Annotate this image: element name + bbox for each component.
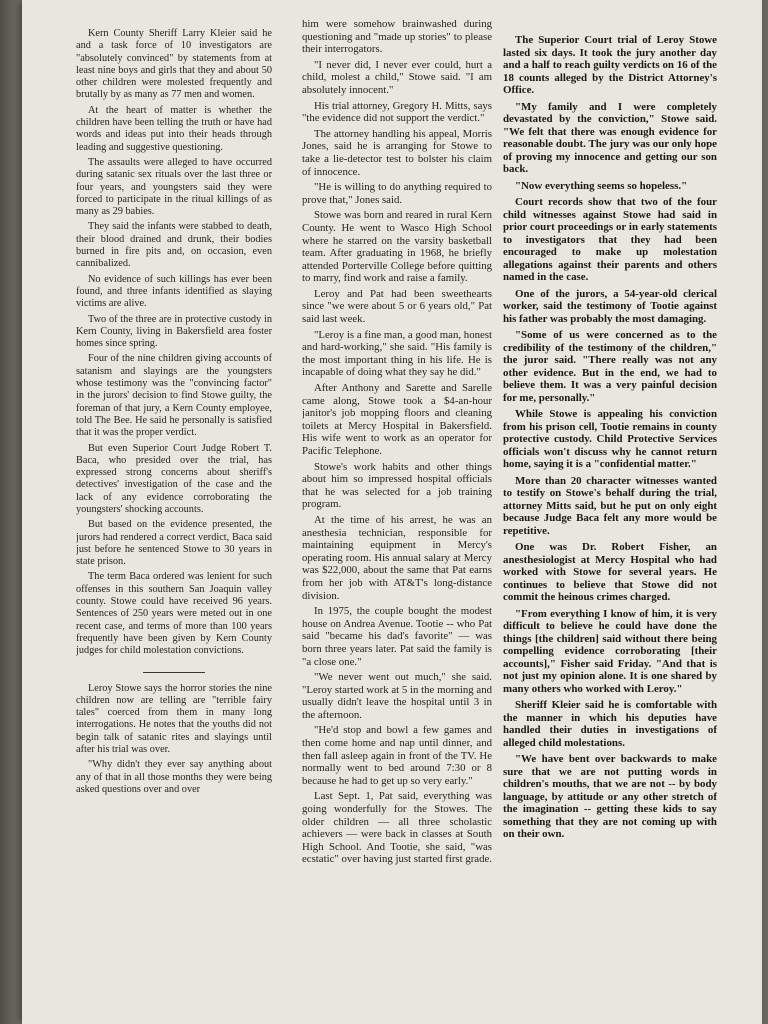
article-paragraph: At the heart of matter is whether the children have been telling the truth or have had words and ideas put into their heads through leading and suggestive questioning. [76,104,272,153]
article-paragraph: Two of the three are in protective custody in Kern County, living in Bakersfield area foster homes since spring. [76,313,272,350]
article-paragraph: But based on the evidence presented, the jurors had rendered a correct verdict, Baca said just before he sentenced Stowe to 30 years in state prison. [76,519,272,568]
article-paragraph: Stowe was born and reared in rural Kern County. He went to Wasco High School where he starred on the varsity basketball team. After graduating in 1968, he briefly attended Porterville College before quitting to marry, find work and raise a family. [302,209,492,285]
article-paragraph: "My family and I were completely devastated by the conviction," Stowe said. "We felt that there was enough evidence for reasonable doubt. The jury was our only hope of proving my innocence and getting our son back. [503,100,717,175]
article-paragraph: More than 20 character witnesses wanted to testify on Stowe's behalf during the trial, attorney Mitts said, but he put on only eight because Judge Baca felt any more would be repetitive. [503,474,717,537]
article-paragraph: Sheriff Kleier said he is comfortable with the manner in which his deputies have handled their duties in investigations of alleged child molestations. [503,699,717,749]
column-2-paragraphs [302,18,492,866]
article-paragraph: They said the infants were stabbed to death, their blood drained and drunk, their bodies burned in fire pits and, on occasion, even cannibalized. [76,221,272,270]
article-paragraph: Court records show that two of the four child witnesses against Stowe had said in prior court proceedings or in early statements to investigators that they had been encouraged to make up molestation allegations against their parents and others named in the case. [503,196,717,283]
article-column-3 [503,0,717,1024]
article-paragraph: Stowe's work habits and other things about him so impressed hospital officials that he was selected for a job training program. [302,460,492,511]
article-paragraph: Last Sept. 1, Pat said, everything was going wonderfully for the Stowes. The older children — all three scholastic achievers — were back in classes at South High School. And Tootie, she said, "was ecstatic" over having just started first grade. [302,790,492,866]
article-column-1 [76,0,272,1024]
article-column-2 [302,0,492,1024]
article-paragraph: The Superior Court trial of Leroy Stowe lasted six days. It took the jury another day and a half to reach guilty verdicts on 16 of the 18 counts alleged by the District Attorney's Office. [503,34,717,96]
article-paragraph: Four of the nine children giving accounts of satanism and slayings are the youngsters whose testimony was the "convincing factor" in the jurors' decision to find Stowe guilty, the foreman of that jury, a Kern County employee, told The Bee. He said he personally is satisfied that it was the proper verdict. [76,353,272,439]
article-paragraph: Leroy and Pat had been sweethearts since "we were about 5 or 6 years old," Pat said last week. [302,287,492,326]
article-paragraph: "He'd stop and bowl a few games and then come home and nap until dinner, and then fall asleep again in front of the TV. He normally went to bed around 7:30 or 8 because he had to get up so very early." [302,724,492,787]
article-paragraph: "He is willing to do anything required to prove that," Jones said. [302,181,492,206]
newspaper-clipping [22,0,762,1024]
article-paragraph: "We have bent over backwards to make sure that we are not putting words in children's mouths, that we are not -- by body language, by attitude or any other stretch of the imagination -- getting these kids to say something that they are not coming up with on their own. [503,753,717,840]
article-paragraph: After Anthony and Sarette and Sarelle came along, Stowe took a $4-an-hour janitor's job mopping floors and cleaning toilets at Mercy Hospital in Bakersfield. His wife went to work as an operator for Pacific Telephone. [302,382,492,457]
article-paragraph: No evidence of such killings has ever been found, and three infants identified as slaying victims are alive. [76,273,272,310]
article-paragraph: "Why didn't they ever say anything about any of that in all those months they were being asked questions over and over [76,759,272,795]
article-paragraph: At the time of his arrest, he was an anesthesia technician, responsible for maintaining equipment in Mercy's operating room. His annual salary at Mercy was $22,000, about the same that Pat earns from her job with AT&T's long-distance division. [302,513,492,602]
article-paragraph: "From everything I know of him, it is very difficult to believe he could have done the things [the children] said without there being compelling evidence corroborating [their accounts]," Fisher said Friday. "And that is not just my opinion alone. It is one shared by many others who worked with Leroy." [503,607,717,695]
article-paragraph: "Now everything seems so hopeless." [515,179,688,192]
article-paragraph: While Stowe is appealing his conviction from his prison cell, Tootie remains in county protective custody. Child Protective Services officials won't discuss why he cannot return home, saying it is a "confidential matter." [503,408,717,470]
section-divider [143,672,205,673]
column-1-paragraphs [76,28,272,658]
article-paragraph: "I never did, I never ever could, hurt a child, molest a child," Stowe said. "I am absolutely innocent." [302,58,492,96]
article-paragraph: One was Dr. Robert Fisher, an anesthesiologist at Mercy Hospital who had worked with Stowe for several years. He continues to believe that Stowe did not commit the heinous crimes charged. [503,541,717,603]
article-paragraph: "Some of us were concerned as to the credibility of the testimony of the children," the juror said. "There really was not any other evidence. But in the end, we had to believe them. It was a very painful decision for me, personally." [503,329,717,404]
column-3-paragraphs [503,34,717,841]
article-paragraph: Kern County Sheriff Larry Kleier said he and a task force of 10 investigators are "absolutely convinced" by statements from at least nine boys and girls that they and about 50 other children were molested frequently and brutally by as many as 77 men and women. [76,28,272,101]
article-paragraph: But even Superior Court Judge Robert T. Baca, who presided over the trial, has expressed strong concerns about sheriff's detectives' investigation of the case and the lack of any evidence corroborating the youngsters' shocking accounts. [76,442,272,515]
column-1-continued-paragraphs [76,683,272,797]
article-paragraph: The assaults were alleged to have occurred during satanic sex rituals over the last three or four years, and youngsters said they were forced to participate in the ritual killings of as many as 29 babies. [76,156,272,218]
article-paragraph: In 1975, the couple bought the modest house on Andrea Avenue. Tootie -- who Pat said "became his dad's favorite" — was born three years later. Pat said the family is "a close one." [302,605,492,668]
article-paragraph: "Leroy is a fine man, a good man, honest and hard-working," she said. "His family is the most important thing in his life. He is incapable of doing what they say he did." [302,328,492,379]
article-paragraph: The attorney handling his appeal, Morris Jones, said he is arranging for Stowe to take a lie-detector test to bolster his claim of innocence. [302,127,492,178]
article-paragraph: Leroy Stowe says the horror stories the nine children now are telling are "terrible fairy tales" coerced from them in many long interrogations. He notes that the youths did not begin talk of satanic rites and slayings until after his trial was over. [76,682,272,756]
article-paragraph: One of the jurors, a 54-year-old clerical worker, said the testimony of Tootie against his father was probably the most damaging. [503,287,717,325]
article-paragraph: "We never went out much," she said. "Leroy started work at 5 in the morning and usually didn't leave the hospital until 3 in the afternoon. [302,671,492,721]
article-paragraph: The term Baca ordered was lenient for such offenses in this southern San Joaquin valley county. Stowe could have received 96 years. Sentences of 250 years were meted out in one recent case, and terms of more than 100 years frequently have been given by Kern County judges for child molestation convictions. [76,571,272,657]
article-paragraph: His trial attorney, Gregory H. Mitts, says "the evidence did not support the verdict." [302,99,492,125]
article-paragraph: him were somehow brainwashed during questioning and "made up stories" to please their interrogators. [302,18,492,56]
